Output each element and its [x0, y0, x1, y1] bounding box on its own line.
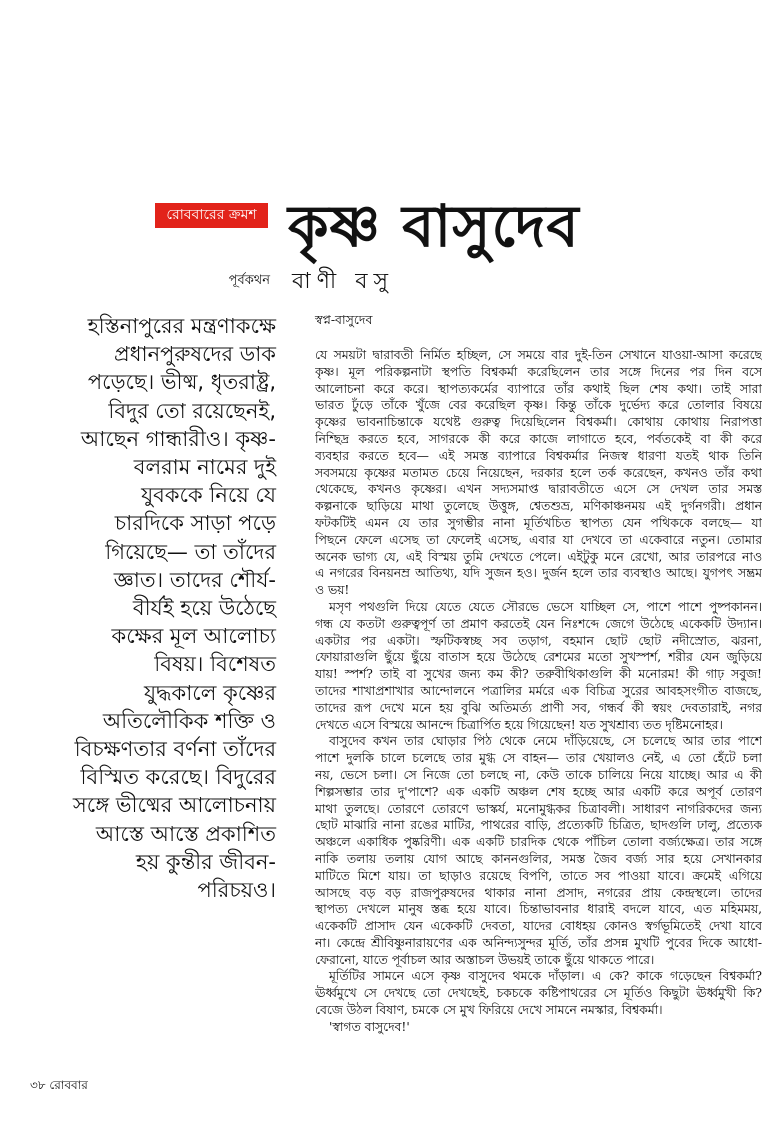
text-line: পিছনে ফেলে এসেছ তা ফেলেই এসেছ, এবার যা দেখবে তা একেবারে নতুন। তোমার [315, 532, 762, 547]
pull-quote-line: কক্ষের মূল আলোচ্য [111, 624, 276, 649]
page-footer [30, 1077, 88, 1097]
text-line: তাদের রূপ দেখে মনে হয় বুঝি অতিমর্ত্য প্রাণী সব, গন্ধর্ব কী স্বয়ং দেবতারাই, নগর [315, 700, 762, 715]
pull-quote-line: বিষয়। বিশেষত [154, 652, 276, 677]
pull-quote-line: অতিলৌকিক শক্তি ও [102, 708, 276, 733]
text-line: অঞ্চলে একাধিক পুষ্করিণী। এক একটি চারদিক থেকে পাঁচিল তোলা বর্জ্যক্ষেত্র। তার সঙ্গে [315, 835, 762, 850]
text-line: সবসময়ে কৃষ্ণের মতামত চেয়ে নিয়েছেন, দরকার হলে তর্ক করেছেন, কখনও তাঁর কথা [315, 465, 762, 480]
text-line: ঊর্ধ্বমুখে সে দেখছে তো দেখছেই, চকচকে কষ্টিপাথরের সে মূর্তিও কিছুটা ঊর্ধ্বমুখী কি? [315, 986, 762, 1001]
text-line: কল্পনাকে ছাড়িয়ে মাথা তুলেছে উত্তুঙ্গ, শ্বেতশুভ্র, মণিকাঞ্চনময় এই দুর্গনগরী। প্রধান [315, 499, 762, 514]
text-line: ছোট মাঝারি নানা রঙের মাটির, পাথরের বাড়ি, প্রত্যেকটি চিত্রিত, ছাদগুলি ঢালু, প্রত্যেক [315, 818, 762, 833]
pull-quote-line: বীর্যই হয়ে উঠেছে [132, 596, 276, 621]
paragraph [315, 968, 762, 1018]
text-line: নিশ্ছিদ্র করতে হবে, সাগরকে কী করে কাজে লাগাতে হবে, পর্বতকেই বা কী করে [315, 431, 762, 446]
text-line: বাসুদেব কখন তার ঘোড়ার পিঠ থেকে নেমে দাঁড়িয়েছে, সে চলেছে আর তার পাশে [329, 734, 762, 749]
paragraph [315, 347, 762, 599]
text-line: গন্ধ যে কতটা গুরুত্বপূর্ণ তা প্রমাণ করতেই যেন নিঃশব্দে জেগে উঠেছে একেকটি উদ্যান। [315, 616, 762, 631]
pull-quote [28, 312, 276, 904]
text-line: পাশে দুলকি চালে চলেছে তার মুগ্ধ সে বাহন— তার খেয়ালও নেই, এ তো হেঁটে চলা [315, 751, 762, 766]
pull-quote-line: বিস্মিত করেছে। বিদুরের [80, 765, 276, 790]
text-line: আসছে বড় বড় রাজপুরুষদের থাকার নানা প্রসাদ, নগরের প্রায় কেন্দ্রস্থলে। তাদের [315, 885, 762, 900]
pull-quote-line: বিদুর তো রয়েছেনই, [108, 398, 276, 423]
pull-quote-line: জ্ঞাত। তাদের শৌর্য- [113, 567, 276, 592]
article-title: কৃষ্ণ বাসুদেব [288, 192, 580, 260]
pull-quote-line: বিচক্ষণতার বর্ণনা তাঁদের [74, 737, 276, 762]
text-line: ভারত ঢুঁড়ে তাঁকে খুঁজে বের করেছিল কৃষ্ণ। কিন্তু তাঁকে দুর্ভেদ্য করে তোলার বিষয়ে [315, 398, 762, 413]
pull-quote-line: চারদিকে সাড়া পড়ে [114, 511, 276, 536]
text-line: ফটকটিই এমন যে তার সুগম্ভীর নানা মূর্তিখচিত স্থাপত্য যেন পথিককে বলছে— যা [315, 515, 762, 530]
text-line: মূর্তিটির সামনে এসে কৃষ্ণ বাসুদেব থমকে দাঁড়াল। এ কে? কাকে গড়েছেন বিশ্বকর্মা? [329, 969, 762, 984]
text-line: আলোচনা করে করে। স্থাপত্যকর্মের ব্যাপারে তাঁর কথাই ছিল শেষ কথা। তাই সারা [315, 381, 762, 396]
text-line: কৃষ্ণ। মূল পরিকল্পনাটা স্থপতি বিশ্বকর্মা করেছিলেন তার সঙ্গে দিনের পর দিন বসে [315, 364, 762, 379]
page-number: ৩৮ [30, 1078, 46, 1092]
pull-quote-line: আস্তে আস্তে প্রকাশিত [95, 821, 276, 846]
pull-quote-line: সঙ্গে ভীষ্মের আলোচনায় [72, 793, 276, 818]
text-line: কৃষ্ণের ভাবনাচিন্তাকে যথেষ্ট গুরুত্ব দিয়েছিলেন বিশ্বকর্মা। কোথায় কোথায় নিরাপত্তা [315, 415, 762, 430]
text-line: একটার পর একটা। স্ফটিকস্বচ্ছ সব তড়াগ, বহমান ছোট ছোট নদীস্রোত, ঝরনা, [315, 633, 762, 648]
article-body [315, 347, 762, 1036]
text-line: শিল্পসম্ভার তার দু'পাশে? এক একটি অঞ্চল শেষ হচ্ছে আর একটি করে অপূর্ব তোরণ [315, 784, 762, 799]
pull-quote-line: যুদ্ধকালে কৃষ্ণের [144, 680, 276, 705]
section-title: স্বপ্ন-বাসুদেব [315, 312, 373, 327]
pull-quote-line: প্রধানপুরুষদের ডাক [114, 342, 276, 367]
paragraph [315, 1019, 762, 1036]
magazine-name: রোববার [49, 1078, 88, 1092]
pull-quote-line: যুবককে নিয়ে যে [141, 483, 276, 508]
text-line: মাথা তুলছে। তোরণে তোরণে ভাস্কর্য, মনোমুগ্ধকর চিত্রাবলী। সাধারণ নাগরিকদের জন্য [315, 801, 762, 816]
text-line: অনেক ভাগ্য যে, এই বিস্ময় তুমি দেখতে পেলে। এইটুকু মনে রেখো, আর তারপরে নাও [315, 549, 762, 564]
text-line: যায়! স্পর্শ? তাই বা সুখের জন্য কম কী? তরুবীথিকাগুলি কী মনোরম! কী গাঢ় সবুজ! [315, 667, 762, 682]
text-line: মাটিতে মিশে যায়। তা ছাড়াও রয়েছে বিপণি, তাতে সব পাওয়া যাবে। ক্রমেই এগিয়ে [315, 868, 762, 883]
text-line: না। কেন্দ্রে শ্রীবিষ্ণুনারায়ণের এক অনিন্দ্যসুন্দর মূর্তি, তাঁর প্রসন্ন মুখটি পুবের দিকে আধো- [315, 935, 762, 950]
text-line: এ নগরের বিনয়নম্র আতিথ্য, যদি সুজন হও। দুর্জন হলে তার ব্যবস্থাও আছে। যুগপৎ সম্ভ্রম [315, 566, 762, 581]
pull-quote-line: হয় কুন্তীর জীবন- [135, 849, 276, 874]
text-line: তাদের শাখাপ্রশাখার আন্দোলনে পত্রালির মর্মরে এক বিচিত্র সুরের আবহসংগীত বাজছে, [315, 683, 762, 698]
text-line: বেজে উঠল বিষাণ, চমকে সে মুখ ফিরিয়ে দেখে সামনে নমস্কার, বিশ্বকর্মা। [315, 1003, 663, 1018]
text-line: ফোয়ারাগুলি ছুঁয়ে ছুঁয়ে বাতাস হয়ে উঠেছে রেশমের মতো সুখস্পর্শ, শরীর যেন জুড়িয়ে [315, 650, 762, 665]
paragraph [315, 733, 762, 968]
text-line: ফেরানো, যাতে পূর্বাচল আর অস্তাচল উভয়ই তাকে ছুঁয়ে থাকতে পারে। [315, 952, 655, 967]
text-line: 'স্বাগত বাসুদেব!' [329, 1019, 410, 1034]
text-line: নাকি তলায় তলায় যোগ আছে কাননগুলির, সমস্ত জৈব বর্জ্য সার হয়ে সেখানকার [315, 851, 762, 866]
text-line: একেকটি প্রাসাদ যেন একেকটি দেবতা, যাদের বোধহয় কোনও স্বর্গভূমিতেই দেখা যাবে [315, 919, 762, 934]
text-line: দেখতে এসে বিস্ময়ে আনন্দে চিত্রার্পিত হয়ে গিয়েছেন! যত সুখশ্রাব্য তত দৃষ্টিমনোহর। [315, 717, 723, 732]
previous-episode-label: পূর্বকথন [228, 273, 270, 288]
author-name: বাণী বসু [292, 269, 394, 294]
text-line: ও ভয়! [315, 583, 350, 598]
pull-quote-line: পরিচয়ও। [197, 878, 276, 903]
pull-quote-line: আছেন গান্ধারীও। কৃষ্ণ- [80, 426, 276, 451]
pull-quote-line: পড়েছে। ভীষ্ম, ধৃতরাষ্ট্র, [87, 370, 276, 395]
text-line: থেকেছে, কখনও কৃষ্ণের। এখন সদ্যসমাপ্ত দ্বারাবতীতে এসে সে দেখল তার সমস্ত [315, 482, 762, 497]
pull-quote-line: বলরাম নামের দুই [133, 455, 276, 480]
text-line: মসৃণ পথগুলি দিয়ে যেতে যেতে সৌরভে ভেসে যাচ্ছিল সে, পাশে পাশে পুষ্পকানন। [329, 599, 762, 614]
text-line: যে সময়টা দ্বারাবতী নির্মিত হচ্ছিল, সে সময়ে বার দুই-তিন সেখানে যাওয়া-আসা করেছে [315, 348, 762, 362]
text-line: ব্যবহার করতে হবে— এই সমস্ত ব্যাপারে বিশ্বকর্মার নিজস্ব ধারণা যতই থাক তিনি [315, 448, 762, 463]
text-line: নয়, ভেসে চলা। সে নিজে তো চলছে না, কেউ তাকে চালিয়ে নিয়ে যাচ্ছে। আর এ কী [315, 767, 762, 782]
pull-quote-line: হস্তিনাপুরের মন্ত্রণাকক্ষে [87, 314, 276, 338]
pull-quote-line: গিয়েছে— তা তাঁদের [105, 539, 276, 564]
series-label: রোববারের ক্রমশ [155, 203, 268, 228]
paragraph [315, 599, 762, 733]
text-line: স্থাপত্য দেখলে মানুষ স্তব্ধ হয়ে যাবে। চিন্তাভাবনার ধারাই বদলে যাবে, এত মহিমময়, [315, 902, 762, 917]
